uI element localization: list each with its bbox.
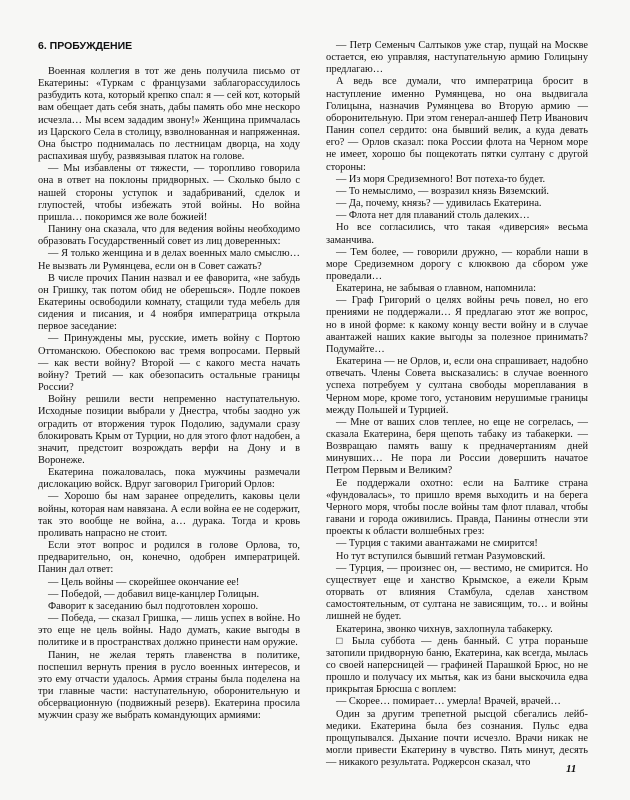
paragraph: — Турция, — произнес он, — вестимо, не смирится. Но существует еще и ханство Крымское, а ежели Крым оторвать от влияния Стамбула, сделав ханством самостоятельным, от султана не зависящим, то… и войны лишней не будет. — [326, 562, 588, 623]
paragraph: □ Была суббота — день банный. С утра пораньше затопили придворную баню, Екатерина, как всегда, мылась со своей наперсницей — графиней Парашкой Брюс, но не прошло и получасу их мытья, как из бани выскочила едва прикрытая Брюсша с воплем: — [326, 635, 588, 696]
paragraph: — Цель войны — скорейшее окончание ее! — [48, 576, 240, 588]
paragraph: Но тут вступился бывший гетман Разумовский. — [336, 550, 546, 562]
paragraph: — Из моря Средиземного! Вот потеха-то будет. — [336, 173, 546, 185]
paragraph: — Победой, — добавил вице-канцлер Голицын. — [48, 588, 260, 600]
paragraph: Екатерина — не Орлов, и, если она спрашивает, надобно отвечать. Члены Совета высказались: в случае военного успеха потребуем у султана свободы мореплавания в Черном море, кроме того, установим нерушимые границы между Польшей и Турцией. — [326, 356, 588, 416]
paragraph: — Петр Семеныч Салтыков уже стар, пущай на Москве остается, ею управляя, наступательную армию Голицыну предлагаю… — [326, 40, 588, 76]
left-column — [38, 40, 300, 722]
paragraph: Панин, не желая терять главенства в политике, поспешил вернуть прения в русло военных интересов, и это ему отчасти удалось. Армия страны была поделена на три главные части: наступательную, оборонительную и обсервационную (подвижный резерв). Екатерина просила мужчин сразу же выбрать командующих армиями: — [38, 649, 300, 722]
right-paragraphs — [326, 40, 588, 769]
paragraph: — Принуждены мы, русские, иметь войну с Портою Оттоманскою. Обеспокою вас тремя вопросами. Первый — как вести войну? Второй — с какого места начать войну? Третий — как обезопасить остальные границы России? — [38, 333, 300, 394]
left-paragraphs — [38, 66, 300, 722]
paragraph: Екатерина пожаловалась, пока мужчины размечали дислокацию войск. Вдруг заговорил Григорий Орлов: — [38, 467, 300, 491]
paragraph: Войну решили вести непременно наступательную. Исходные позиции выбрали у Днестра, чтобы заодно уж оградить от вторжения турок Подолию, задумали сразу блокировать Крым от Турции, но для этого флот надобен, а значит, предстоит возрождать верфи на Дону и в Воронеже. — [38, 394, 300, 466]
paragraph: — То немыслимо, — возразил князь Вяземский. — [336, 185, 550, 197]
paragraph: — Скорее… помирает… умерла! Врачей, врачей… — [336, 696, 561, 708]
paragraph: Один за другим трепетной рысцой сбегались лейб-медики. Екатерина была без сознания. Пульс едва прощупывался. Дыхание почти исчезло. Врачи никак не могли привести Екатерину в чувство. Пять минут, десять — никакого результата. Роджерсон сказал, что — [326, 708, 588, 769]
paragraph: — Тем более, — говорили дружно, — корабли наши в море Средиземном дорогу с клюквою да сбором уже проведали… — [326, 246, 588, 282]
page-number: 11 — [566, 763, 577, 775]
paragraph: Военная коллегия в тот же день получила письмо от Екатерины: «Туркам с французами заблагорассудилось разбудить кота, который крепко спал: я — сей кот, который вам обещает дать себя знать, дабы память обо мне нескоро исчезла… Мы всем зададим звону!» Женщина примчалась из Царского Села в столицу, взволнованная и напряженная. Она быстро поднималась по лестницам дворца, на ходу распахивая шубу, развязывая платок на голове. — [38, 66, 300, 163]
right-column — [326, 40, 588, 769]
paragraph: — Победа, — сказал Гришка, — лишь успех в войне. Но это еще не цель войны. Надо думать, какие выгоды в политике и в пространствах должно принести нам оружие. — [38, 613, 300, 649]
paragraph: А ведь все думали, что императрица бросит в наступление именно Румянцева, но она выдвигала Голицына, назначив Румянцева во Вторую армию — оборонительную. При этом генерал-аншеф Петр Иванович Панин сопел сердито: она бывший велик, а куда девать его? — Орлов сказал: пока России флота на Черном море не имеет, хорошо бы пощекотать пятки султану с другой стороны: — [326, 76, 588, 173]
paragraph: — Флота нет для плаваний столь далеких… — [336, 210, 530, 222]
chapter-heading: 6. ПРОБУЖДЕНИЕ — [38, 40, 133, 52]
paragraph: Фаворит к заседанию был подготовлен хорошо. — [48, 600, 259, 612]
paragraph: — Мне от ваших слов теплее, но еще не согрелась, — сказала Екатерина, беря щепоть табаку из табакерки. — Возвращаю память вашу к предначертаниям дней минувших… Не пора ли России довершить начатое Петром Первым и Великим? — [326, 416, 588, 477]
paragraph: — Я только женщина и в делах военных мало смыслю… Не вызвать ли Румянцева, если он в Совет сажать? — [38, 248, 300, 272]
paragraph: — Граф Григорий о целях войны речь повел, но его прениями не поддержали… Я предлагаю этот же вопрос, но в иной форме: к какому концу вести войну и в случае авантажей наших какие выгоды за полезное принимать? Подумайте… — [326, 295, 588, 355]
paragraph: — Да, почему, князь? — удивилась Екатерина. — [336, 198, 542, 210]
paragraph: Панину она сказала, что для ведения войны необходимо образовать Государственный совет из лиц доверенных: — [38, 224, 300, 248]
paragraph: Ее поддержали охотно: если на Балтике страна «фундовалась», то пришло время выходить и на берега Черного моря, чтобы после войны там флот плавал, чтобы гавани и города оживились. Правда, Панины отнесли эти проекты к области волшебных грез: — [326, 477, 588, 538]
paragraph: Екатерина, не забывая о главном, напомнила: — [336, 283, 536, 295]
paragraph: Если этот вопрос и родился в голове Орлова, то, предварительно, он, конечно, одобрен императрицей. Панин дал ответ: — [38, 540, 300, 576]
paragraph: Но все согласились, что такая «диверсия» весьма заманчива. — [326, 222, 588, 246]
paragraph: В числе прочих Панин назвал и ее фаворита, «не забудь он Гришку, так потом обид не оберешься». Подле покоев Екатерины освободили комнату, стащили туда мебель для сидения и писания, и 4 ноября императрица открыла первое заседание: — [38, 272, 300, 333]
paragraph: — Хорошо бы нам заранее определить, каковы цели войны, которая нам навязана. А если война ее не содержит, так это вообще не война, а… дурака. Тогда и кровь проливать напрасно не стоит. — [38, 491, 300, 539]
paragraph: — Турция с такими авантажами не смирится! — [336, 538, 538, 550]
paragraph: — Мы избавлены от тяжести, — торопливо говорила она в ответ на поклоны придворных. — Сколько было с нашей стороны уступок и задабриваний, сделок и глупостей, чтобы избежать этой войны. Но война пришла… покоримся же воле божией! — [38, 163, 300, 223]
paragraph: Екатерина, звонко чихнув, захлопнула табакерку. — [336, 623, 553, 635]
